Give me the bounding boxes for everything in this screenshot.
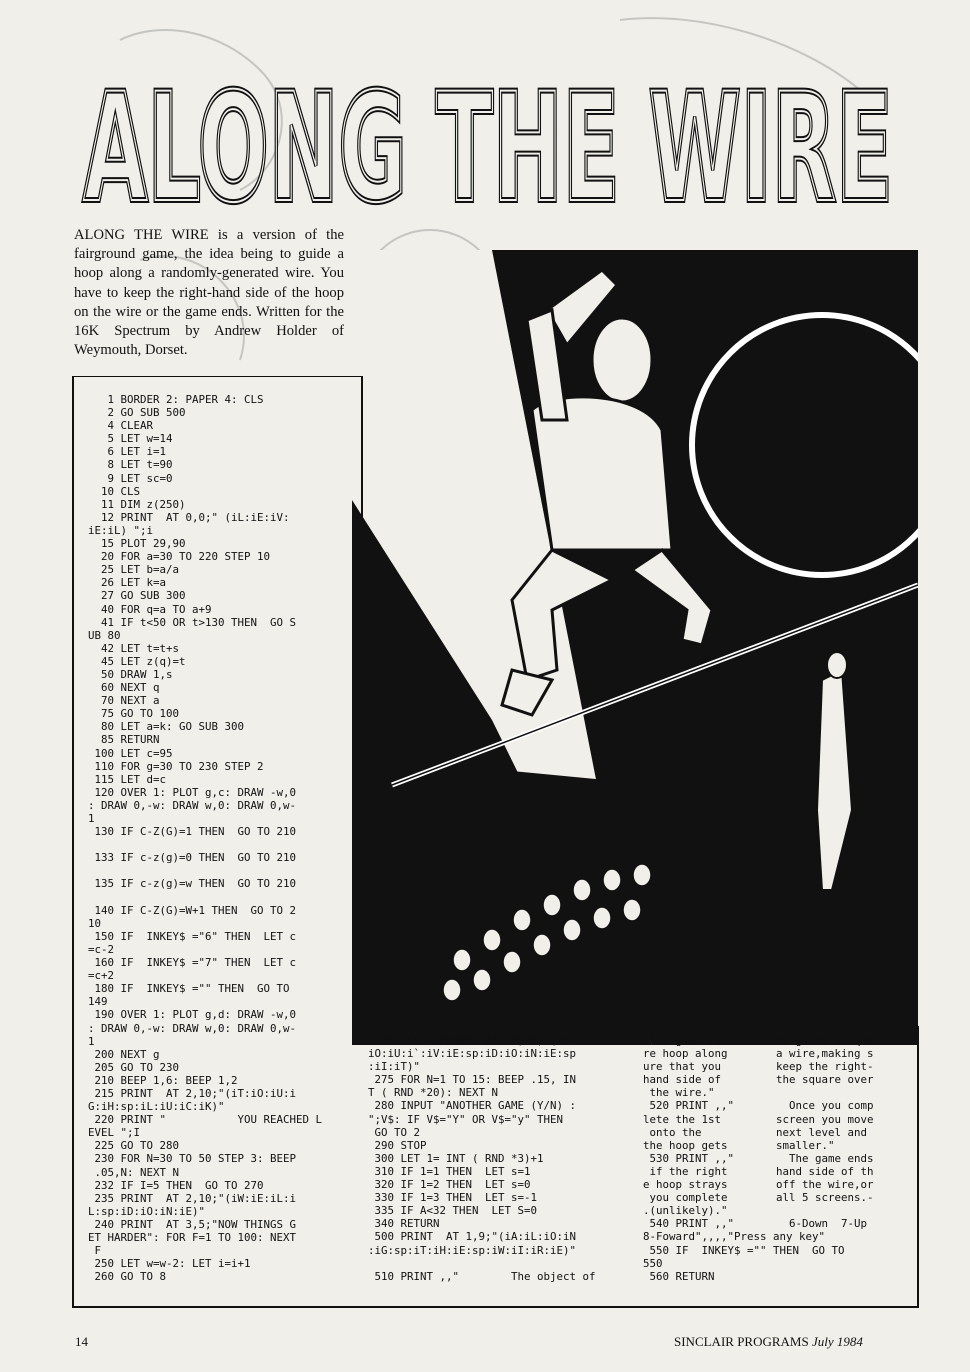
- code-line: to guide a squa: [776, 1034, 874, 1047]
- code-line: 85 RETURN: [88, 733, 160, 747]
- code-line: 80 LET a=k: GO SUB 300: [88, 720, 245, 734]
- code-line: 8-Foward",,,,"Press any key": [643, 1230, 826, 1244]
- code-line: :iI:iT)": [368, 1060, 421, 1074]
- code-line: smaller.": [776, 1138, 835, 1152]
- code-line: all 5 screens.-: [776, 1191, 874, 1205]
- code-line: 40 FOR q=a TO a+9: [88, 602, 212, 616]
- code-line: 42 LET t=t+s: [88, 641, 180, 655]
- code-line: 1: [88, 812, 95, 825]
- code-line: 149: [88, 995, 108, 1009]
- code-line: next level and: [776, 1125, 868, 1139]
- code-line: 2 GO SUB 500: [88, 406, 186, 420]
- code-line: the square over: [776, 1073, 874, 1087]
- code-line: 205 GO TO 230: [88, 1060, 180, 1074]
- page-title: [78, 82, 898, 212]
- code-line: EVEL ";I: [88, 1126, 141, 1140]
- code-line: =c-2: [88, 942, 115, 956]
- code-line: 190 OVER 1: PLOT g,d: DRAW -w,0: [88, 1008, 297, 1022]
- code-line: 50 DRAW 1,s: [88, 667, 173, 681]
- code-line: 210 BEEP 1,6: BEEP 1,2: [88, 1073, 238, 1087]
- code-line: 220 PRINT " YOU REACHED L: [88, 1113, 323, 1127]
- code-line: the wire.": [643, 1086, 715, 1100]
- issue-date: July 1984: [811, 1334, 863, 1349]
- svg-text:ALONG THE WIRE: ALONG THE WIRE: [83, 82, 894, 212]
- magazine-name: SINCLAIR PROGRAMS: [674, 1334, 809, 1349]
- code-line: [88, 838, 354, 851]
- code-line: 320 IF 1=2 THEN LET s=0: [368, 1178, 531, 1192]
- code-line: 290 STOP: [368, 1138, 427, 1152]
- code-line: 240 PRINT AT 3,5;"NOW THINGS G: [88, 1217, 297, 1231]
- code-line: The game ends: [776, 1151, 874, 1165]
- code-line: 260 GO TO 8: [88, 1270, 167, 1284]
- code-line: 500 PRINT AT 1,9;"(iA:iL:iO:iN: [368, 1230, 577, 1244]
- code-line: 150 IF INKEY$ ="6" THEN LET c: [88, 929, 297, 943]
- page-number: 14: [75, 1334, 88, 1349]
- code-line: lete the 1st: [643, 1112, 722, 1126]
- code-line: 235 PRINT AT 2,10;"(iW:iE:iL:i: [88, 1191, 297, 1205]
- code-line: 15 PLOT 29,90: [88, 537, 186, 551]
- code-line: 130 IF C-Z(G)=1 THEN GO TO 210: [88, 825, 297, 839]
- code-line: 4 CLEAR: [88, 419, 154, 433]
- code-line: 340 RETURN: [368, 1217, 440, 1231]
- intro-paragraph: ALONG THE WIRE is a version of the fairground game, the idea being to guide a hoop along a randomly-generated wire. You have to keep the right-hand side of the hoop on the wire or the game ends. Written for the 16K Spectrum by Andrew Holder of Weymouth, Dorset.: [74, 227, 344, 359]
- code-line: .05,N: NEXT N: [88, 1165, 180, 1179]
- code-line: 275 FOR N=1 TO 15: BEEP .15, IN: [368, 1073, 577, 1087]
- code-line: 8 LET t=90: [88, 458, 173, 472]
- code-line: : DRAW 0,-w: DRAW w,0: DRAW 0,w-: [88, 798, 297, 812]
- code-line: if the right: [643, 1164, 728, 1178]
- magazine-footer: [674, 1334, 863, 1350]
- code-line: [88, 891, 354, 904]
- code-line: .(unlikely).": [643, 1204, 728, 1218]
- code-line: screen you move: [776, 1112, 874, 1126]
- code-line: 27 GO SUB 300: [88, 589, 186, 603]
- code-line: off the wire,or: [776, 1178, 874, 1192]
- code-line: 12 PRINT AT 0,0;" (iL:iE:iV:: [88, 510, 290, 524]
- code-line: 232 IF I=5 THEN GO TO 270: [88, 1178, 264, 1192]
- code-line: 330 IF 1=3 THEN LET s=-1: [368, 1191, 538, 1205]
- code-line: 70 NEXT a: [88, 694, 160, 708]
- code-line: onto the: [643, 1125, 702, 1139]
- code-line: G:iH:sp:iL:iU:iC:iK)": [88, 1100, 225, 1114]
- code-line: 280 INPUT "ANOTHER GAME (Y/N) :: [368, 1099, 577, 1113]
- code-line: 270 CLS : PRINT AT 10,10;"(iY:: [368, 1034, 577, 1047]
- code-line: 550: [643, 1256, 663, 1270]
- code-line: 520 PRINT ,,": [643, 1099, 735, 1113]
- code-line: [368, 1257, 618, 1270]
- code-line: =c+2: [88, 969, 115, 983]
- code-line: 335 IF A<32 THEN LET S=0: [368, 1204, 538, 1218]
- code-line: ure that you: [643, 1060, 722, 1074]
- code-line: 60 NEXT q: [88, 681, 160, 695]
- code-line: you complete: [643, 1191, 728, 1205]
- code-line: the hoop gets: [643, 1138, 728, 1152]
- code-line: 180 IF INKEY$ ="" THEN GO TO: [88, 982, 290, 996]
- code-line: hand side of: [643, 1073, 722, 1087]
- code-line: 11 DIM z(250): [88, 497, 186, 511]
- code-line: the game is: [643, 1034, 722, 1047]
- code-line: ET HARDER": FOR F=1 TO 100: NEXT: [88, 1231, 297, 1244]
- code-line: 6-Down 7-Up: [776, 1217, 868, 1231]
- code-line: e hoop strays: [643, 1178, 728, 1192]
- code-line: 75 GO TO 100: [88, 707, 180, 721]
- code-line: L:sp:iD:iO:iN:iE)": [88, 1204, 206, 1218]
- code-line: 6 LET i=1: [88, 445, 167, 459]
- code-line: 110 FOR g=30 TO 230 STEP 2: [88, 759, 264, 773]
- code-line: 140 IF C-Z(G)=W+1 THEN GO TO 2: [88, 903, 297, 917]
- code-line: 25 LET b=a/a: [88, 563, 180, 577]
- code-line: 45 LET z(q)=t: [88, 654, 186, 668]
- code-line: 133 IF c-z(g)=0 THEN GO TO 210: [88, 851, 297, 865]
- code-line: iE:iL) ";i: [88, 523, 154, 537]
- code-line: hand side of th: [776, 1164, 874, 1178]
- code-line: 560 RETURN: [643, 1269, 715, 1283]
- code-line: ";V$: IF V$="Y" OR V$="y" THEN: [368, 1112, 564, 1126]
- code-line: 10: [88, 916, 102, 930]
- listing-column-1: [88, 393, 354, 1283]
- code-line: 115 LET d=c: [88, 772, 167, 786]
- code-line: 5 LET w=14: [88, 432, 173, 446]
- code-line: UB 80: [88, 628, 121, 642]
- code-line: 9 LET sc=0: [88, 471, 173, 485]
- code-line: [776, 1204, 904, 1217]
- code-line: 1: [88, 1034, 95, 1048]
- code-line: 225 GO TO 280: [88, 1139, 180, 1153]
- code-line: re hoop along: [643, 1047, 728, 1061]
- code-line: 26 LET k=a: [88, 576, 167, 590]
- code-line: 540 PRINT ,,": [643, 1217, 735, 1231]
- code-line: GO TO 2: [368, 1125, 421, 1139]
- code-line: 310 IF 1=1 THEN LET s=1: [368, 1164, 531, 1178]
- code-line: 20 FOR a=30 TO 220 STEP 10: [88, 550, 271, 564]
- code-line: T ( RND *20): NEXT N: [368, 1086, 499, 1100]
- code-line: 41 IF t<50 OR t>130 THEN GO S: [88, 615, 297, 629]
- code-line: 250 LET w=w-2: LET i=i+1: [88, 1257, 251, 1271]
- code-line: 1 BORDER 2: PAPER 4: CLS: [88, 393, 264, 406]
- code-line: F: [88, 1244, 102, 1258]
- code-line: iO:iU:i`:iV:iE:sp:iD:iO:iN:iE:sp: [368, 1047, 577, 1061]
- code-line: 530 PRINT ,,": [643, 1151, 735, 1165]
- code-line: 215 PRINT AT 2,10;"(iT:iO:iU:i: [88, 1086, 297, 1100]
- code-line: 230 FOR N=30 TO 50 STEP 3: BEEP: [88, 1152, 297, 1166]
- code-line: a wire,making s: [776, 1047, 874, 1061]
- listing-column-2: [368, 1034, 618, 1283]
- code-line: 135 IF c-z(g)=w THEN GO TO 210: [88, 877, 297, 891]
- code-line: :iG:sp:iT:iH:iE:sp:iW:iI:iR:iE)": [368, 1243, 577, 1257]
- code-line: 200 NEXT g: [88, 1047, 160, 1061]
- code-line: 300 LET 1= INT ( RND *3)+1: [368, 1151, 544, 1165]
- code-line: : DRAW 0,-w: DRAW w,0: DRAW 0,w-: [88, 1021, 297, 1035]
- svg-text:ALONG THE WIRE: ALONG THE WIRE: [83, 82, 894, 212]
- listing-column-4: [776, 1034, 904, 1230]
- code-line: 10 CLS: [88, 484, 141, 498]
- code-line: 510 PRINT ,," The object of: [368, 1269, 596, 1283]
- code-line: keep the right-: [776, 1060, 874, 1074]
- code-line: 160 IF INKEY$ ="7" THEN LET c: [88, 956, 297, 970]
- code-line: [776, 1086, 904, 1099]
- code-line: 550 IF INKEY$ ="" THEN GO TO: [643, 1243, 845, 1257]
- code-line: Once you comp: [776, 1099, 874, 1113]
- code-line: 120 OVER 1: PLOT g,c: DRAW -w,0: [88, 785, 297, 799]
- code-line: [88, 864, 354, 877]
- code-line: 100 LET c=95: [88, 746, 173, 760]
